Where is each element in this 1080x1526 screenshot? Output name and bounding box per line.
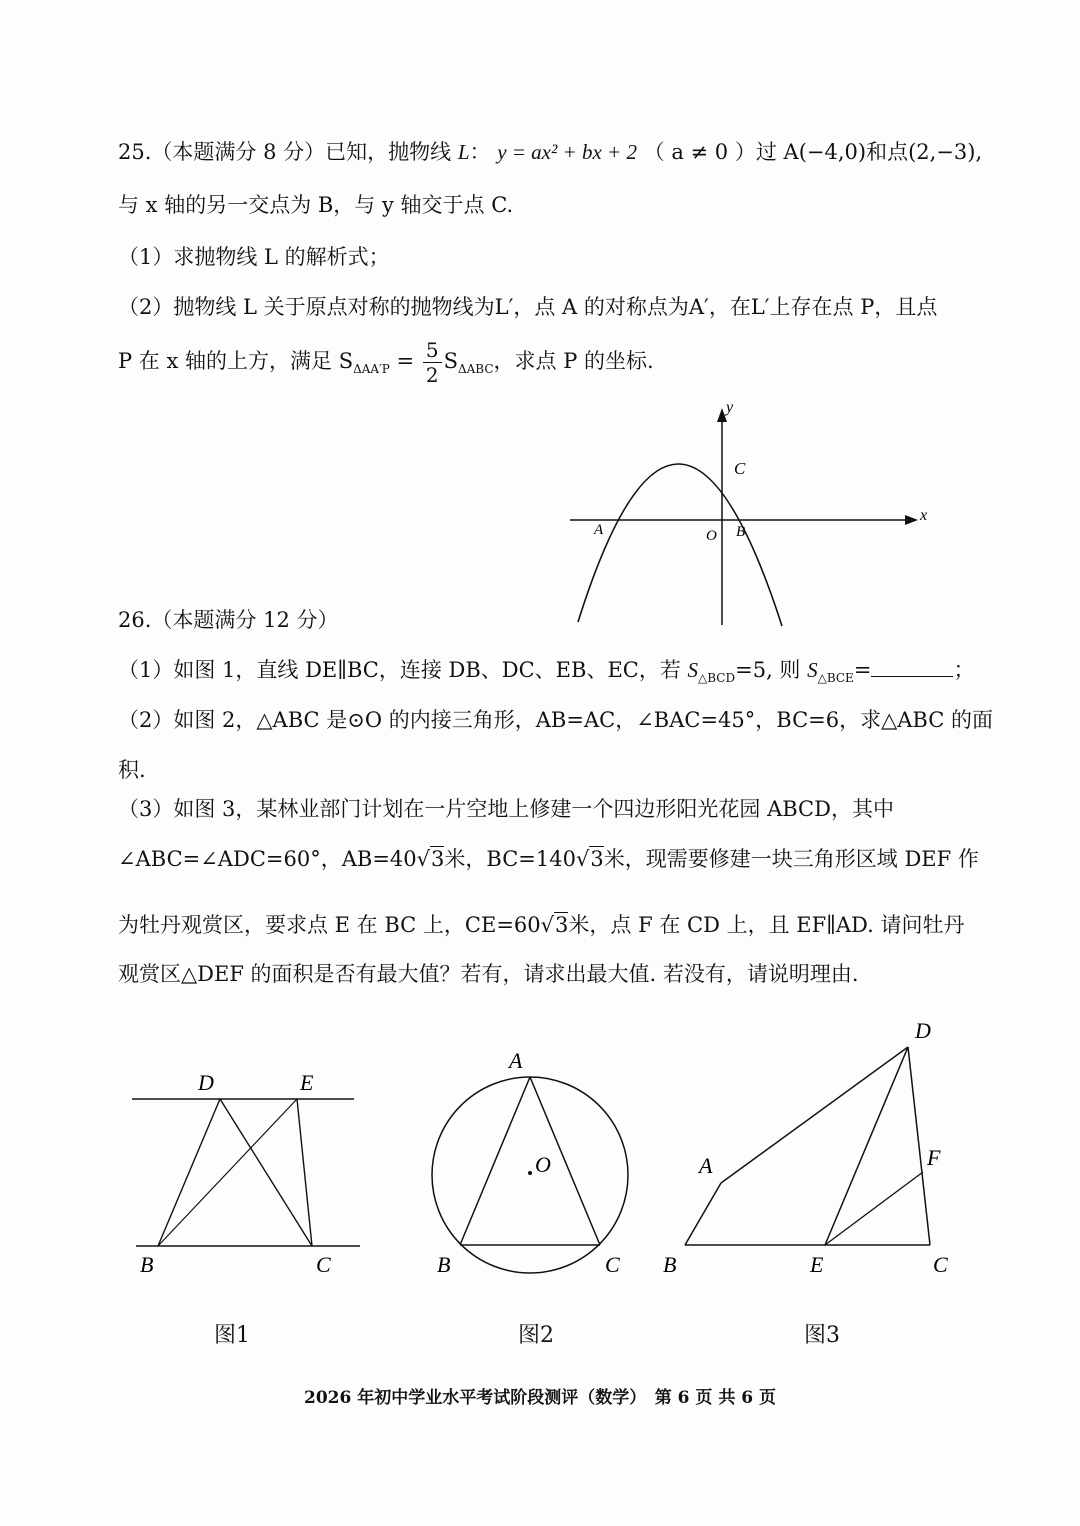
fig2-caption: 图2: [518, 1323, 554, 1348]
fraction-5-2: $\frac{5}{2}$: [423, 340, 442, 385]
q25-equation: y = ax² + bx + 2: [497, 140, 637, 164]
fig1-D: D: [198, 1070, 214, 1095]
fig3-F: F: [927, 1145, 941, 1170]
fig3-D: D: [915, 1018, 931, 1043]
fig3-C: C: [933, 1252, 948, 1277]
fig1-caption: 图1: [214, 1323, 250, 1348]
label-B: B: [736, 524, 746, 540]
fig3-caption: 图3: [804, 1323, 840, 1348]
sqrt3: √3: [540, 913, 569, 937]
q26-header: 26.（本题满分 12 分）: [118, 608, 339, 632]
answer-blank[interactable]: [871, 676, 953, 677]
figure-1: [120, 1060, 370, 1290]
page-footer: 2026 年初中学业水平考试阶段测评（数学） 第 6 页 共 6 页: [304, 1388, 776, 1408]
q26-part1: （1）如图 1，直线 DE∥BC，连接 DB、DC、EB、EC，若 $S_{\triangle BCD}=5$, 则 $S_{\triangle BCE}=$ ；: [118, 658, 975, 686]
q25-part2-line2: P 在 x 轴的上方，满足 $S_{\Delta AA'P}$ = $\frac{5}{2}$ $S_{\Delta ABC}$，求点 P 的坐标.: [118, 338, 654, 387]
seg-BA: [685, 1183, 721, 1245]
fig2-C: C: [605, 1252, 620, 1277]
label-x: x: [920, 507, 928, 524]
seg-AB: [460, 1077, 530, 1245]
fig2-A: A: [509, 1048, 523, 1073]
seg-EC: [297, 1099, 312, 1246]
label-O: O: [706, 528, 717, 544]
fig3-E: E: [810, 1252, 824, 1277]
seg-EB: [158, 1099, 297, 1246]
sqrt3: √3: [416, 847, 445, 871]
sqrt3: √3: [576, 847, 604, 871]
parabola-curve: [578, 464, 782, 626]
seg-DC: [220, 1099, 312, 1246]
fig1-E: E: [300, 1070, 314, 1095]
q25-number: 25.: [118, 140, 152, 164]
fig1-C: C: [316, 1252, 331, 1277]
seg-DB: [158, 1099, 220, 1246]
label-C: C: [734, 459, 746, 478]
x-axis-arrow: [905, 515, 918, 525]
q25-line2: 与 x 轴的另一交点为 B，与 y 轴交于点 C.: [118, 193, 514, 217]
q26-part3-line1: （3）如图 3，某林业部门计划在一片空地上修建一个四边形阳光花园 ABCD，其中: [118, 797, 894, 821]
fig2-O: O: [535, 1152, 551, 1177]
q26-part2-line1: （2）如图 2，△ABC 是⊙O 的内接三角形，AB=AC，∠BAC=45°，BC=6，求△ABC 的面: [118, 708, 993, 732]
fig3-A: A: [699, 1153, 713, 1178]
fig1-B: B: [140, 1252, 154, 1277]
fig3-B: B: [663, 1252, 677, 1277]
q25-parabola-graph: [560, 390, 940, 630]
q26-part2-line2: 积.: [118, 758, 146, 782]
q25-score: （本题满分 8 分）: [151, 140, 326, 164]
q25-line1: 25.（本题满分 8 分）已知，抛物线 L： y = ax² + bx + 2 （ a ≠ 0 ）过 A(−4,0)和点(2,−3),: [118, 140, 983, 164]
figure-3: [655, 1010, 965, 1290]
q25-part2-line1: （2）抛物线 L 关于原点对称的抛物线为L′，点 A 的对称点为A′，在L′上存在点 P，且点: [118, 295, 938, 319]
label-A: A: [594, 522, 604, 538]
fig2-B: B: [437, 1252, 451, 1277]
figure-2: [420, 1040, 650, 1290]
q25-part1: （1）求抛物线 L 的解析式；: [118, 245, 390, 269]
q26-part3-line4: 观赏区△DEF 的面积是否有最大值？若有，请求出最大值. 若没有，请说明理由.: [118, 962, 859, 986]
label-y: y: [726, 399, 734, 416]
q26-part3-line2: ∠ABC=∠ADC=60°，AB=40√3米，BC=140√3米，现需要修建一块三角形区域 DEF 作: [118, 847, 979, 871]
center-dot: [528, 1171, 532, 1175]
q26-part3-line3: 为牡丹观赏区，要求点 E 在 BC 上，CE=60√3米，点 F 在 CD 上，且 EF∥AD. 请问牡丹: [118, 913, 965, 937]
